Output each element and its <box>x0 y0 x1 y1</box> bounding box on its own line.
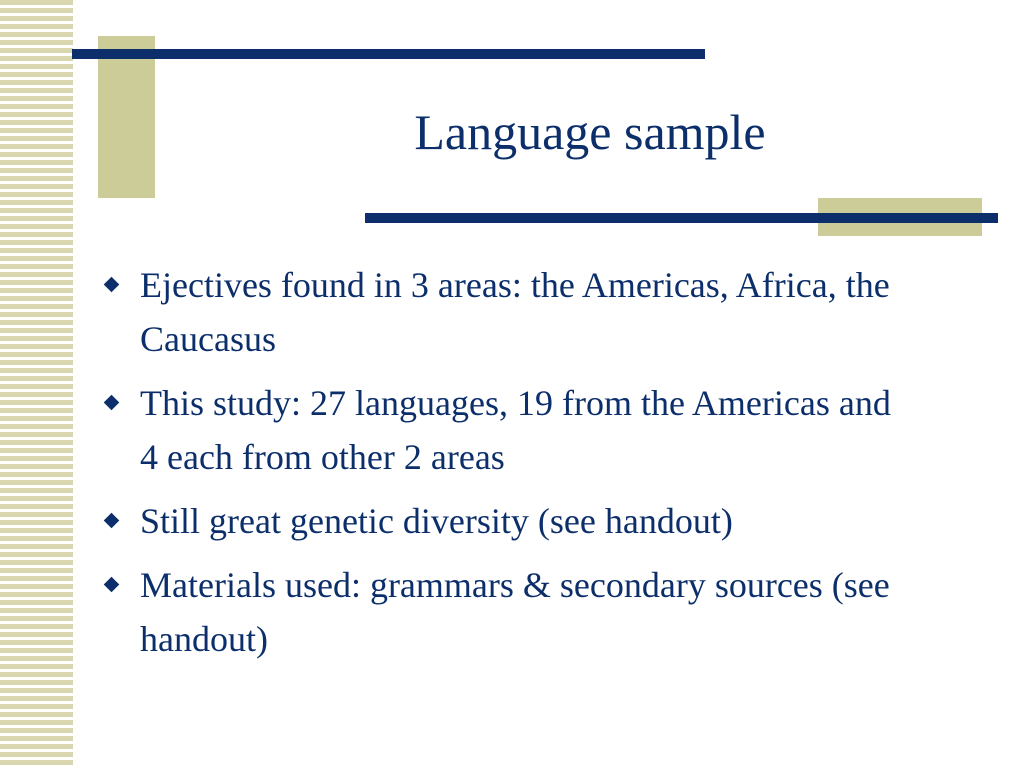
diamond-bullet-icon <box>104 577 120 593</box>
title-rule-bottom <box>365 213 998 223</box>
title-rule-top <box>72 49 705 59</box>
decorative-tan-block-left <box>98 36 155 198</box>
slide-title: Language sample <box>414 104 766 160</box>
bullet-text: Ejectives found in 3 areas: the Americas, Africa, the Caucasus <box>140 265 890 359</box>
bullet-text: Still great genetic diversity (see handout) <box>140 501 733 541</box>
bullet-text: Materials used: grammars & secondary sources (see handout) <box>140 565 890 659</box>
bullet-item <box>104 494 904 548</box>
bullet-list <box>104 258 904 676</box>
bullet-item <box>104 258 904 366</box>
bullet-text: This study: 27 languages, 19 from the Americas and 4 each from other 2 areas <box>140 383 891 477</box>
diamond-bullet-icon <box>104 395 120 411</box>
diamond-bullet-icon <box>104 277 120 293</box>
diamond-bullet-icon <box>104 513 120 529</box>
bullet-item <box>104 376 904 484</box>
bullet-item <box>104 558 904 666</box>
left-striped-border <box>0 0 73 768</box>
